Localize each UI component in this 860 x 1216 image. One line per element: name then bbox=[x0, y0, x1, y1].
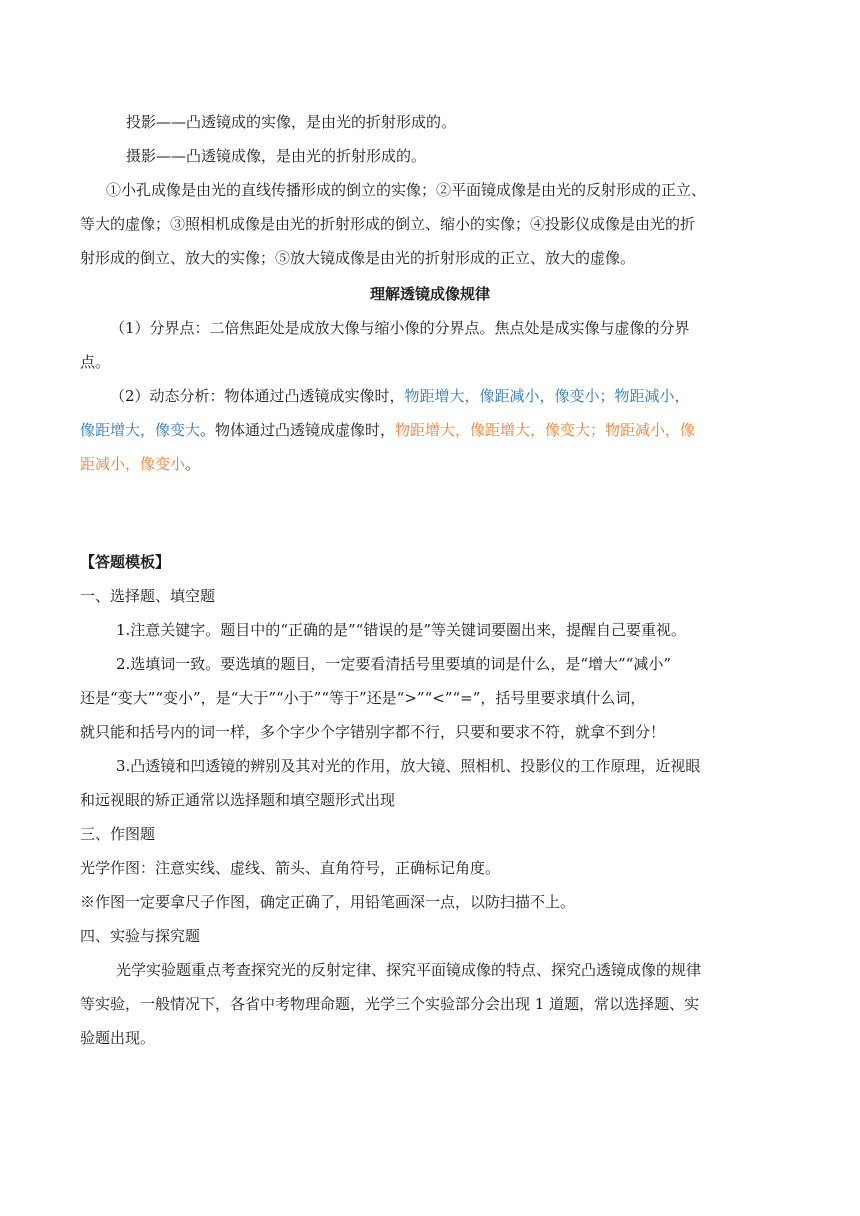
rules-heading: 理解透镜成像规律 bbox=[369, 285, 490, 303]
experiment-line-3: 验题出现。 bbox=[80, 1029, 156, 1047]
photography-line: 摄影——凸透镜成像，是由光的折射形成的。 bbox=[126, 147, 427, 165]
rule-point-2-text-mid: 。物体通过凸透镜成虚像时， bbox=[200, 421, 396, 439]
experiment-line-1: 光学实验题重点考查探究光的反射定律、探究平面镜成像的特点、探究凸透镜成像的规律 bbox=[116, 961, 702, 979]
virtual-image-rule-highlight-cont: 距减小，像变小 bbox=[80, 455, 186, 473]
tip-3-line-2: 和远视眼的矫正通常以选择题和填空题形式出现 bbox=[80, 791, 396, 809]
section-drawing-heading: 三、作图题 bbox=[80, 825, 156, 843]
projection-line: 投影——凸透镜成的实像，是由光的折射形成的。 bbox=[126, 113, 457, 131]
tip-2-line-3: 就只能和括号内的词一样，多个字少个字错别字都不行，只要和要求不符，就拿不到分！ bbox=[80, 723, 666, 741]
drawing-tip-2: ※作图一定要拿尺子作图，确定正确了，用铅笔画深一点，以防扫描不上。 bbox=[80, 893, 576, 911]
imaging-summary-line-1: ①小孔成像是由光的直线传播形成的倒立的实像；②平面镜成像是由光的反射形成的正立、 bbox=[106, 181, 707, 199]
tip-1: 1.注意关键字。题目中的“正确的是”“错误的是”等关键词要圈出来，提醒自己要重视。 bbox=[116, 621, 686, 639]
template-title: 【答题模板】 bbox=[80, 553, 171, 571]
section-experiment-heading: 四、实验与探究题 bbox=[80, 927, 201, 945]
rule-point-1-line-2: 点。 bbox=[80, 353, 111, 371]
tip-2-line-1: 2.选填词一致。要选填的题目，一定要看清括号里要填的词是什么，是“增大”“减小” bbox=[116, 655, 671, 673]
rule-point-2-line-1 bbox=[110, 386, 690, 406]
rule-point-2-line-3 bbox=[80, 454, 200, 474]
rule-point-1-line-1: （1）分界点：二倍焦距处是成放大像与缩小像的分界点。焦点处是成实像与虚像的分界 bbox=[110, 319, 690, 337]
rule-point-2-text: （2）动态分析：物体通过凸透镜成实像时， bbox=[110, 387, 405, 405]
tip-3-line-1: 3.凸透镜和凹透镜的辨别及其对光的作用，放大镜、照相机、投影仪的工作原理，近视眼 bbox=[116, 757, 701, 775]
section-choice-fill-heading: 一、选择题、填空题 bbox=[80, 587, 216, 605]
rule-point-2-line-2 bbox=[80, 420, 695, 440]
real-image-rule-highlight-cont: 像距增大，像变大 bbox=[80, 421, 201, 439]
virtual-image-rule-highlight: 物距增大，像距增大，像变大；物距减小，像 bbox=[395, 421, 696, 439]
drawing-tip-1: 光学作图：注意实线、虚线、箭头、直角符号，正确标记角度。 bbox=[80, 859, 501, 877]
tip-2-line-2: 还是“变大”“变小”，是“大于”“小于”“等于”还是“>”“<”“=”，括号里要求填什么词， bbox=[80, 689, 646, 707]
rule-point-2-end: 。 bbox=[185, 455, 201, 473]
experiment-line-2: 等实验，一般情况下，各省中考物理命题，光学三个实验部分会出现 1 道题，常以选择题、实 bbox=[80, 995, 700, 1013]
imaging-summary-line-3: 射形成的倒立、放大的实像；⑤放大镜成像是由光的折射形成的正立、放大的虚像。 bbox=[80, 249, 636, 267]
real-image-rule-highlight: 物距增大，像距减小，像变小；物距减小， bbox=[404, 387, 690, 405]
imaging-summary-line-2: 等大的虚像；③照相机成像是由光的折射形成的倒立、缩小的实像；④投影仪成像是由光的折 bbox=[80, 215, 696, 233]
